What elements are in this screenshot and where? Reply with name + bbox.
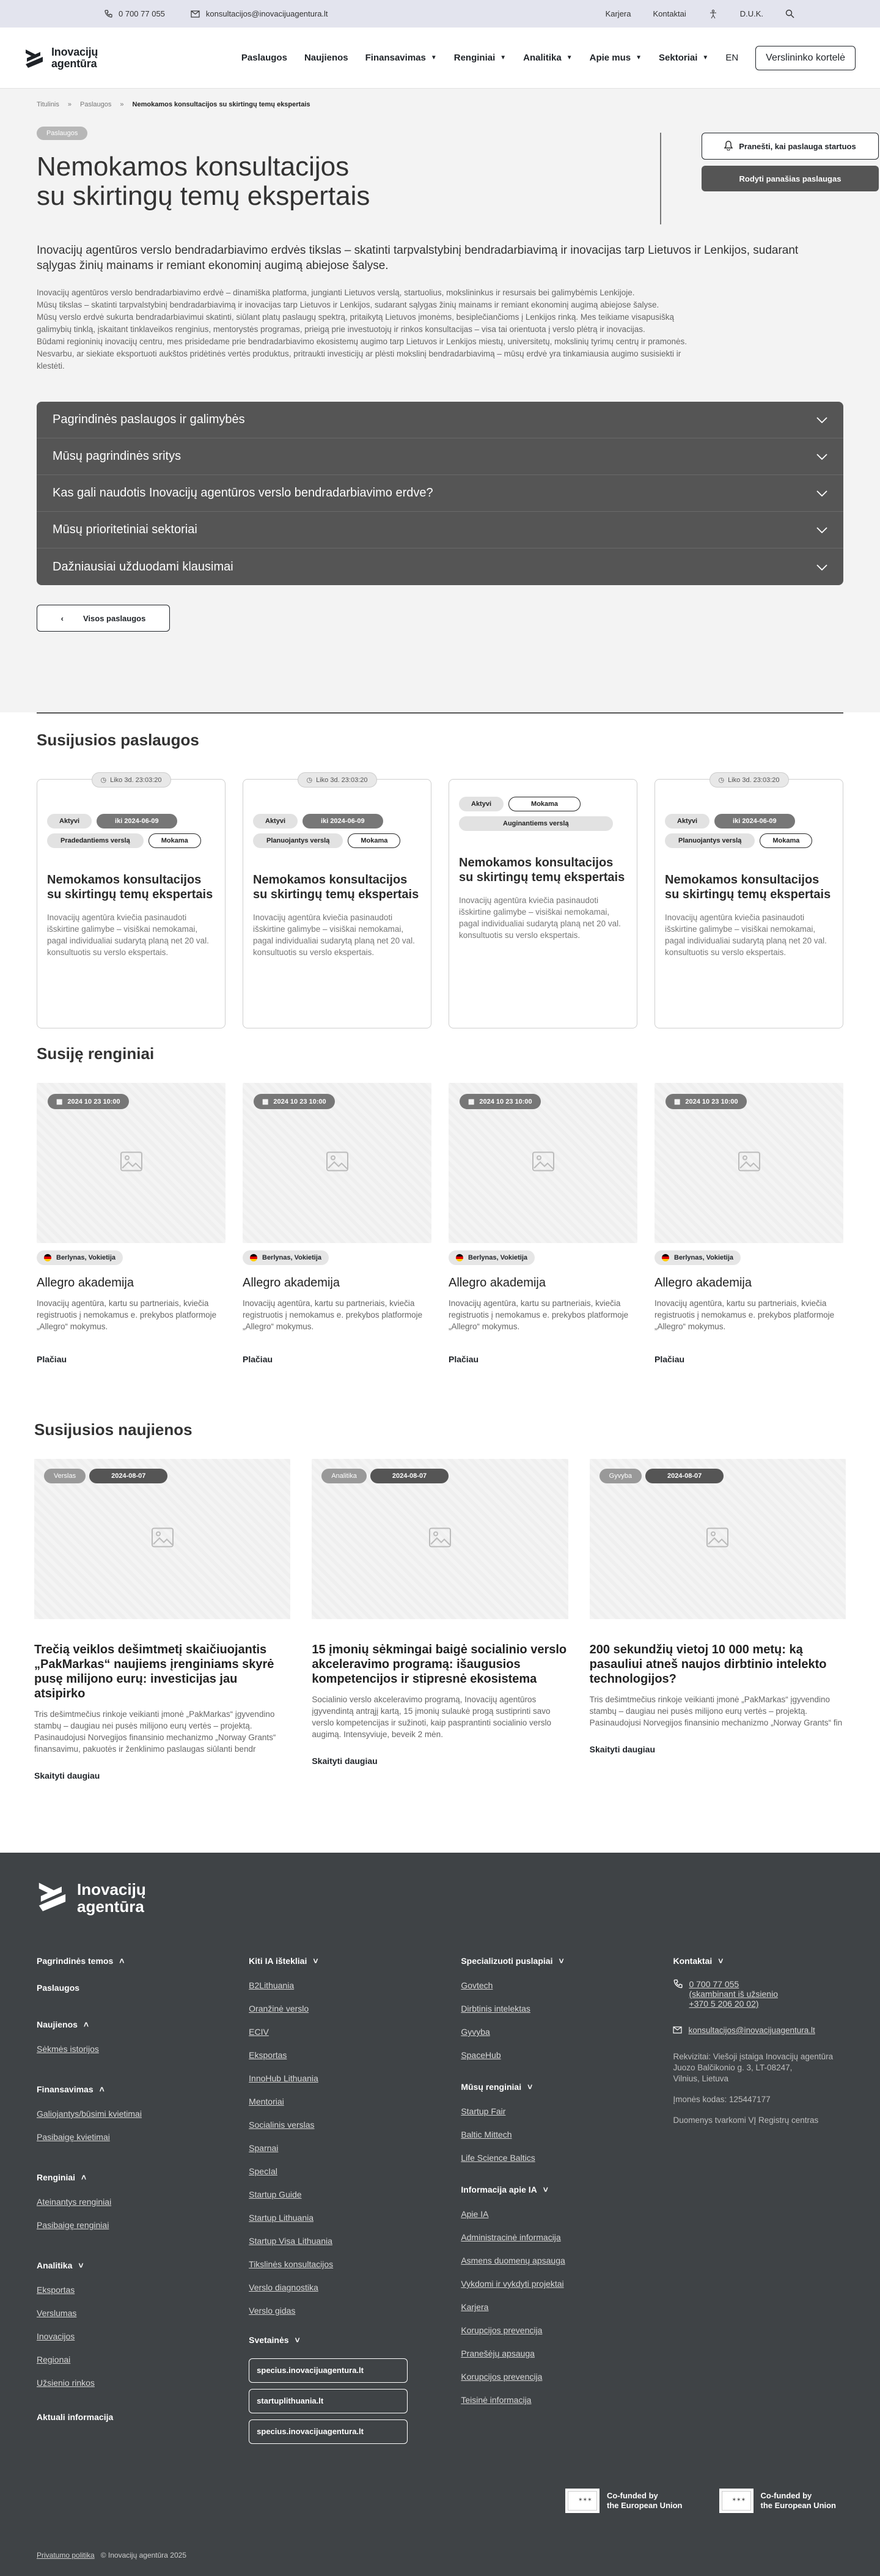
top-bar bbox=[0, 0, 880, 28]
event-more-link[interactable]: Plačiau bbox=[654, 1354, 685, 1364]
footer-link[interactable]: Oranžinė verslo bbox=[249, 2004, 309, 2013]
status-badge: Aktyvi bbox=[665, 814, 710, 829]
event-card[interactable] bbox=[654, 1083, 843, 1364]
footer-events[interactable]: Renginiai ˄ bbox=[37, 2172, 87, 2182]
chevron-up-icon: ˄ bbox=[83, 2020, 89, 2029]
event-date-badge: ▦ 2024 10 23 10:00 bbox=[666, 1094, 747, 1109]
nav-sectors[interactable]: Sektoriai ▼ bbox=[659, 53, 709, 63]
logo-mark-icon bbox=[37, 1877, 70, 1918]
news-title: Trečią veiklos dešimtmetį skaičiuojantis „PakMarkas“ naujiems įrenginiams skyrė pusę milijono eurų: investicijas jau atsipirko bbox=[34, 1643, 274, 1700]
accessibility-icon[interactable] bbox=[708, 9, 718, 19]
image-placeholder-icon bbox=[738, 1152, 760, 1175]
event-more-link[interactable]: Plačiau bbox=[37, 1354, 67, 1364]
service-title: Nemokamos konsultacijos su skirtingų temų ekspertais bbox=[47, 873, 213, 901]
footer-link[interactable]: Socialinis verslas bbox=[249, 2120, 315, 2130]
footer-link[interactable]: InnoHub Lithuania bbox=[249, 2073, 318, 2083]
audience-badge: Planuojantys verslą bbox=[665, 833, 755, 848]
page-title: Nemokamos konsultacijos su skirtingų temų ekspertais bbox=[37, 152, 370, 211]
footer-site-link[interactable]: startuplithuania.lt bbox=[249, 2389, 408, 2413]
nav-financing[interactable]: Finansavimas ▼ bbox=[365, 53, 437, 63]
breadcrumb-home[interactable]: Titulinis bbox=[37, 101, 59, 108]
status-badge: Aktyvi bbox=[253, 814, 298, 829]
news-category-tag: Analitika bbox=[321, 1469, 367, 1483]
event-more-link[interactable]: Plačiau bbox=[243, 1354, 273, 1364]
footer-link[interactable]: Verslo diagnostika bbox=[249, 2283, 318, 2292]
related-news-grid bbox=[0, 1459, 880, 1781]
business-card-button[interactable]: Verslininko kortelė bbox=[755, 46, 856, 70]
footer-link[interactable]: Vykdomi ir vykdyti projektai bbox=[461, 2279, 564, 2289]
footer-logo-line1: Inovacijų bbox=[77, 1880, 146, 1899]
footer-company-code: Įmonės kodas: 125447177 bbox=[673, 2095, 771, 2104]
related-events-grid bbox=[0, 1083, 880, 1364]
footer-link[interactable]: Korupcijos prevencija bbox=[461, 2372, 543, 2382]
event-title: Allegro akademija bbox=[654, 1276, 752, 1290]
event-image bbox=[654, 1083, 843, 1243]
timer-badge: ◷ Liko 3d. 23:03:20 bbox=[709, 772, 788, 788]
footer-col-contacts bbox=[673, 1955, 843, 2450]
breadcrumb-current: Nemokamos konsultacijos su skirtingų temų ekspertais bbox=[132, 101, 310, 108]
event-title: Allegro akademija bbox=[243, 1276, 340, 1290]
price-badge: Mokama bbox=[148, 833, 201, 848]
hero-actions bbox=[660, 133, 856, 224]
calendar-icon: ▦ bbox=[674, 1098, 681, 1105]
footer-link[interactable]: Baltic Mittech bbox=[461, 2130, 512, 2139]
status-badge: Aktyvi bbox=[47, 814, 92, 829]
footer-link[interactable]: Dirbtinis intelektas bbox=[461, 2004, 530, 2013]
footer-financing[interactable]: Finansavimas ˄ bbox=[37, 2084, 105, 2094]
footer-link[interactable]: Eksportas bbox=[249, 2050, 287, 2060]
eu-stars-icon: ✶✶✶ bbox=[578, 2497, 592, 2503]
footer-link[interactable]: Sparnai bbox=[249, 2143, 279, 2153]
service-title: Nemokamos konsultacijos su skirtingų temų ekspertais bbox=[665, 873, 831, 901]
top-link-contacts[interactable]: Kontaktai bbox=[653, 9, 686, 18]
chevron-down-icon: ˅ bbox=[543, 2185, 548, 2194]
event-more-link[interactable]: Plačiau bbox=[449, 1354, 479, 1364]
service-title: Nemokamos konsultacijos su skirtingų temų ekspertais bbox=[459, 856, 625, 884]
service-title: Nemokamos konsultacijos su skirtingų temų ekspertais bbox=[253, 873, 419, 901]
chevron-down-icon: ▼ bbox=[430, 54, 437, 61]
lead-text: Inovacijų agentūros verslo bendradarbiavimo erdvės tikslas – skatinti tarpvalstybinį bendradarbiavimą ir inovacijas tarp Lietuvos ir Lenkijos, sudarant sąlygas žinių mainams ir remiant ekonominį augimą abiejose šalyse. bbox=[37, 244, 799, 272]
all-services-button[interactable]: ‹ Visos paslaugos bbox=[37, 605, 170, 632]
footer-link[interactable]: Apie IA bbox=[461, 2209, 489, 2219]
service-card[interactable] bbox=[37, 776, 226, 1028]
mail-icon bbox=[191, 10, 200, 18]
news-category-tag: Verslas bbox=[44, 1469, 86, 1483]
footer-link[interactable]: Startup Lithuania bbox=[249, 2213, 314, 2223]
nav-news[interactable]: Naujienos bbox=[304, 53, 348, 63]
related-services-title: Susijusios paslaugos bbox=[37, 731, 199, 749]
related-news-title: Susijusios naujienos bbox=[34, 1420, 193, 1439]
logo-text-line1: Inovacijų bbox=[51, 45, 98, 58]
footer-link[interactable]: Pasibaigę renginiai bbox=[37, 2220, 109, 2230]
event-location: Berlynas, Vokietija bbox=[449, 1250, 535, 1265]
event-card[interactable] bbox=[243, 1083, 431, 1364]
chevron-down-icon: ˅ bbox=[295, 2335, 300, 2345]
event-text: Inovacijų agentūra, kartu su partneriais, kviečia registruotis į nemokamus e. prekybos platformoje „Allegro“ mokymus. bbox=[37, 1299, 217, 1331]
related-services-grid bbox=[0, 776, 880, 1028]
news-image bbox=[590, 1459, 846, 1619]
audience-badge: Pradedantiems verslą bbox=[47, 833, 144, 848]
clock-icon: ◷ bbox=[100, 777, 107, 784]
news-category-tag: Gyvyba bbox=[600, 1469, 642, 1483]
service-text: Inovacijų agentūra kviečia pasinaudoti išskirtine galimybe – visiškai nemokamai, pagal individualiai sudarytą planą net 20 val. konsultuotis su verslo ekspertais. bbox=[665, 913, 827, 957]
audience-badge: Planuojantys verslą bbox=[253, 833, 343, 848]
clock-icon: ◷ bbox=[306, 777, 313, 784]
service-card[interactable] bbox=[654, 776, 843, 1028]
breadcrumb bbox=[37, 101, 843, 108]
deadline-badge: iki 2024-06-09 bbox=[302, 814, 383, 829]
event-card[interactable] bbox=[449, 1083, 637, 1364]
event-image bbox=[37, 1083, 226, 1243]
news-text: Socialinio verslo akceleravimo programą, Inovacijų agentūros įgyvendintą antrąjį kartą, 15 įmonių sulaukė progą sustiprinti savo verslo kompetencijas ir sužinoti, kaip pasprantinti socialinio verslo augimą. Intensyviuje, beveik 2 mėn. bbox=[312, 1695, 552, 1739]
clock-icon: ◷ bbox=[718, 777, 725, 784]
footer-col-resources bbox=[249, 1955, 461, 2450]
news-text: Tris dešimtmečius rinkoje veikianti įmonė „PakMarkas“ įgyvendino stambų – daugiau nei pusės milijono eurų vertės – projektą. Pasinaudojusi Norvegijos finansinio mechanizmo „Norway Grants“ fin bbox=[589, 1695, 843, 1727]
chevron-up-icon: ˄ bbox=[99, 2084, 105, 2094]
chevron-down-icon bbox=[816, 449, 827, 463]
similar-services-button[interactable]: Rodyti panašias paslaugas bbox=[702, 166, 879, 191]
timer-badge: ◷ Liko 3d. 23:03:20 bbox=[91, 772, 170, 788]
body-text: Inovacijų agentūros verslo bendradarbiavimo erdvė – dinamiška platforma, jungianti Lietuvos verslą, startuolius, mokslininkus ir resursais bei galimybėmis Lenkijoje. Mūsų tikslas – skatinti tarpvalstybinį bendradarbiavimą ir inovacijas tarp Lietuvos ir Lenkijos, sudarant sąlygas žinių mainams ir remiant ekonominį augimą abiejose šalyse. Mūsų verslo erdvė sukurta bendradarbiavimui skatinti, siūlant platų paslaugų spektrą, pritaikytą Lietuvos įmonėms, besiplečiančioms į Lenkijos rinką. Mes teikiame visapusišką galimybių tinklą, įskaitant tinklaveikos renginius, mentorystės programas, prieigą prie investuotojų ir rinkos konsultacijas – visa tai orientuota į verslo plėtrą ir inovacijas. Būdami regioninių inovacijų centru, mes prisidedame prie bendradarbiavimo ekosistemų augimo tarp Lietuvos ir Lenkijos miestų, universitetų, mokslinių tyrimų centrų ir pramonės. Nesvarbu, ar siekiate eksportuoti aukštos pridėtinės vertės produktus, pritraukti investicijų ar plėsti mokslinį bendradarbiavimą – mūsų erdvė yra tinkamiausia augimo susisiekti ir klestėti. bbox=[37, 288, 687, 371]
footer-news[interactable]: Naujienos ˄ bbox=[37, 2020, 89, 2029]
footer-main-topics[interactable]: Pagrindinės temos ˄ bbox=[37, 1956, 125, 1966]
event-location: Berlynas, Vokietija bbox=[37, 1250, 123, 1265]
footer-link[interactable]: Regionai bbox=[37, 2355, 71, 2364]
service-text: Inovacijų agentūra kviečia pasinaudoti išskirtine galimybe – visiškai nemokamai, pagal individualiai sudarytą planą net 20 val. konsultuotis su verslo ekspertais. bbox=[253, 913, 415, 957]
price-badge: Mokama bbox=[348, 833, 400, 848]
chevron-up-icon: ˄ bbox=[81, 2172, 87, 2182]
chevron-down-icon: ˅ bbox=[527, 2082, 533, 2092]
nav-analytics[interactable]: Analitika ▼ bbox=[523, 53, 573, 63]
image-placeholder-icon bbox=[326, 1152, 348, 1175]
event-date-badge: ▦ 2024 10 23 10:00 bbox=[460, 1094, 541, 1109]
footer-link[interactable]: Startup Visa Lithuania bbox=[249, 2236, 332, 2246]
footer-info-head[interactable]: Informacija apie IA ˅ bbox=[461, 2185, 548, 2194]
accordion-item[interactable]: Dažniausiai užduodami klausimai bbox=[37, 548, 843, 585]
image-placeholder-icon bbox=[120, 1152, 142, 1175]
image-placeholder-icon bbox=[152, 1528, 174, 1551]
news-read-more-link[interactable]: Skaityti daugiau bbox=[589, 1744, 656, 1754]
related-events-title: Susiję renginiai bbox=[37, 1044, 155, 1063]
footer-link[interactable]: SpaceHub bbox=[461, 2050, 501, 2060]
chevron-down-icon: ˅ bbox=[559, 1956, 564, 1966]
footer-site-link[interactable]: specius.inovacijuagentura.lt bbox=[249, 2419, 408, 2444]
price-badge: Mokama bbox=[760, 833, 812, 848]
event-image bbox=[449, 1083, 637, 1243]
chevron-down-icon bbox=[816, 486, 827, 500]
footer-link[interactable]: Verslumas bbox=[37, 2308, 77, 2318]
top-email-text: konsultacijos@inovacijuagentura.lt bbox=[205, 9, 328, 18]
deadline-badge: iki 2024-06-09 bbox=[714, 814, 795, 829]
footer-link[interactable]: Startup Fair bbox=[461, 2106, 506, 2116]
deadline-badge: iki 2024-06-09 bbox=[97, 814, 177, 829]
footer-col-topics bbox=[37, 1955, 249, 2450]
footer-link[interactable]: Pasibaigę kvietimai bbox=[37, 2132, 110, 2142]
footer-link[interactable]: Užsienio rinkos bbox=[37, 2378, 95, 2388]
footer-phone[interactable]: 0 700 77 055 (skambinant iš užsienio +370 5 206 20 02) bbox=[673, 1979, 843, 2009]
top-email[interactable] bbox=[191, 9, 328, 18]
chevron-left-icon: ‹ bbox=[61, 613, 64, 623]
service-text: Inovacijų agentūra kviečia pasinaudoti išskirtine galimybe – visiškai nemokamai, pagal individualiai sudarytą planą net 20 val. konsultuotis su verslo ekspertais. bbox=[459, 896, 621, 940]
main-nav bbox=[241, 46, 856, 70]
footer-analytics[interactable]: Analitika ˅ bbox=[37, 2260, 84, 2270]
accordion-item[interactable]: Mūsų prioritetiniai sektoriai bbox=[37, 512, 843, 548]
nav-events[interactable]: Renginiai ▼ bbox=[453, 53, 507, 63]
news-read-more-link[interactable]: Skaityti daugiau bbox=[34, 1771, 100, 1781]
footer-link[interactable]: Tikslinės konsultacijos bbox=[249, 2259, 334, 2269]
footer-logo-line2: agentūra bbox=[77, 1897, 144, 1916]
chevron-down-icon: ▼ bbox=[702, 54, 709, 61]
news-title: 200 sekundžių vietoj 10 000 metų: ką pasauliui atneš naujos dirbtinio intelekto technologijos? bbox=[589, 1643, 827, 1686]
germany-flag-icon bbox=[662, 1254, 669, 1261]
eu-stars-icon: ✶✶✶ bbox=[732, 2497, 746, 2503]
chevron-down-icon: ▼ bbox=[566, 54, 573, 61]
nav-services[interactable]: Paslaugos bbox=[241, 53, 287, 63]
calendar-icon: ▦ bbox=[468, 1098, 475, 1105]
footer-our-events-head[interactable]: Mūsų renginiai ˅ bbox=[461, 2082, 533, 2092]
news-read-more-link[interactable]: Skaityti daugiau bbox=[312, 1756, 378, 1766]
mail-icon bbox=[673, 2024, 682, 2037]
accordion-item[interactable]: Kas gali naudotis Inovacijų agentūros verslo bendradarbiavimo erdve? bbox=[37, 475, 843, 512]
footer-link[interactable]: B2Lithuania bbox=[249, 1980, 295, 1990]
footer-requisites: Rekvizitai: Viešoji įstaiga Inovacijų agentūra Juozo Balčikonio g. 3, LT-08247, Vilnius, Lietuva bbox=[673, 2052, 834, 2083]
event-date-badge: ▦ 2024 10 23 10:00 bbox=[48, 1094, 129, 1109]
service-card[interactable] bbox=[449, 779, 637, 1028]
news-date-badge: 2024-08-07 bbox=[645, 1469, 724, 1483]
category-tag: Paslaugos bbox=[37, 127, 87, 140]
event-card[interactable] bbox=[37, 1083, 226, 1364]
germany-flag-icon bbox=[250, 1254, 257, 1261]
eu-cofunded-logo: ✶✶✶ Co-funded by the European Union bbox=[719, 2489, 837, 2513]
service-card[interactable] bbox=[243, 776, 431, 1028]
image-placeholder-icon bbox=[706, 1528, 728, 1551]
footer-link[interactable]: Teisinė informacija bbox=[461, 2395, 532, 2405]
footer-link[interactable]: Ateinantys renginiai bbox=[37, 2197, 112, 2207]
hero-section bbox=[0, 89, 880, 712]
footer-link[interactable]: Govtech bbox=[461, 1980, 493, 1990]
footer-logo[interactable] bbox=[37, 1877, 843, 1918]
footer-link[interactable]: Startup Guide bbox=[249, 2190, 302, 2199]
section-divider bbox=[37, 712, 843, 714]
footer-special-head[interactable]: Specializuoti puslapiai ˅ bbox=[461, 1956, 564, 1966]
footer-link[interactable]: SpecIal bbox=[249, 2166, 277, 2176]
footer-email[interactable]: konsultacijos@inovacijuagentura.lt bbox=[673, 2024, 843, 2037]
footer-site-link[interactable]: specius.inovacijuagentura.lt bbox=[249, 2358, 408, 2383]
footer-link[interactable]: Gyvyba bbox=[461, 2027, 490, 2037]
news-text: Tris dešimtmečius rinkoje veikianti įmonė „PakMarkas“ įgyvendino stambų – daugiau nei pusės milijono eurų vertės – projektą. Pasinaudojusi Norvegijos finansinio mechanizmo „Norway Grants“ finansavimu, pakuotės ir ženklinimo paslaugas siūlanti bendr bbox=[34, 1710, 276, 1754]
news-card[interactable] bbox=[590, 1459, 846, 1781]
notify-button[interactable]: Pranešti, kai paslauga startuos bbox=[702, 133, 879, 160]
accordion bbox=[37, 402, 843, 585]
top-phone-text: 0 700 77 055 bbox=[119, 9, 165, 18]
logo[interactable] bbox=[24, 46, 98, 70]
chevron-down-icon: ˅ bbox=[78, 2260, 84, 2270]
footer-link[interactable]: Eksportas bbox=[37, 2285, 75, 2295]
footer-link[interactable]: Karjera bbox=[461, 2302, 489, 2312]
footer-link[interactable]: Inovacijos bbox=[37, 2331, 75, 2341]
top-link-career[interactable]: Karjera bbox=[605, 9, 631, 18]
nav-about[interactable]: Apie mus ▼ bbox=[589, 53, 642, 63]
footer-col-special bbox=[461, 1955, 673, 2450]
breadcrumb-services[interactable]: Paslaugos bbox=[80, 101, 112, 108]
price-badge: Mokama bbox=[508, 797, 581, 811]
chevron-down-icon: ▼ bbox=[500, 54, 507, 61]
footer-registry: Duomenys tvarkomi VĮ Registrų centras bbox=[673, 2116, 819, 2125]
footer-link[interactable]: Korupcijos prevencija bbox=[461, 2325, 543, 2335]
chevron-right-icon: » bbox=[67, 101, 72, 108]
footer bbox=[0, 1853, 880, 2576]
chevron-down-icon bbox=[816, 523, 827, 537]
footer-contacts-head[interactable]: Kontaktai ˅ bbox=[673, 1956, 724, 1966]
copyright: © Inovacijų agentūra 2025 bbox=[100, 2551, 186, 2559]
footer-link[interactable]: Administracinė informacija bbox=[461, 2232, 561, 2242]
top-link-faq[interactable]: D.U.K. bbox=[739, 9, 763, 18]
footer-bottom bbox=[37, 2551, 186, 2559]
germany-flag-icon bbox=[44, 1254, 51, 1261]
footer-link[interactable]: Sėkmės istorijos bbox=[37, 2044, 99, 2054]
calendar-icon: ▦ bbox=[56, 1098, 63, 1105]
footer-link[interactable]: Pranešėjų apsauga bbox=[461, 2349, 535, 2358]
chevron-up-icon: ˄ bbox=[119, 1956, 125, 1966]
eu-cofunded-logo: ✶✶✶ Co-funded by the European Union bbox=[565, 2489, 683, 2513]
news-card[interactable] bbox=[34, 1459, 290, 1781]
footer-link[interactable]: Asmens duomenų apsauga bbox=[461, 2256, 565, 2265]
footer-actual-info[interactable]: Aktuali informacija bbox=[37, 2412, 114, 2422]
event-text: Inovacijų agentūra, kartu su partneriais, kviečia registruotis į nemokamus e. prekybos platformoje „Allegro“ mokymus. bbox=[243, 1299, 423, 1331]
event-location: Berlynas, Vokietija bbox=[654, 1250, 741, 1265]
image-placeholder-icon bbox=[429, 1528, 451, 1551]
news-title: 15 įmonių sėkmingai baigė socialinio verslo akceleravimo programą: išaugusios kompetencijos ir stipresnė ekosistema bbox=[312, 1643, 567, 1686]
footer-link[interactable]: Verslo gidas bbox=[249, 2306, 296, 2316]
status-badge: Aktyvi bbox=[459, 797, 504, 811]
chevron-right-icon: » bbox=[120, 101, 124, 108]
chevron-down-icon bbox=[816, 413, 827, 427]
footer-link[interactable]: ECIV bbox=[249, 2027, 269, 2037]
audience-badge: Auginantiems verslą bbox=[459, 816, 613, 831]
language-switch[interactable]: EN bbox=[725, 53, 739, 63]
search-icon[interactable] bbox=[785, 9, 794, 18]
chevron-down-icon bbox=[816, 560, 827, 574]
footer-link[interactable]: Galiojantys/būsimi kvietimai bbox=[37, 2109, 142, 2119]
news-image bbox=[312, 1459, 568, 1619]
footer-sites-head[interactable]: Svetainės ˅ bbox=[249, 2335, 300, 2345]
bell-icon bbox=[724, 141, 733, 152]
footer-link[interactable]: Life Science Baltics bbox=[461, 2153, 535, 2163]
image-placeholder-icon bbox=[532, 1152, 554, 1175]
news-date-badge: 2024-08-07 bbox=[370, 1469, 449, 1483]
footer-link[interactable]: Mentoriai bbox=[249, 2097, 284, 2106]
chevron-down-icon: ▼ bbox=[636, 54, 642, 61]
event-location: Berlynas, Vokietija bbox=[243, 1250, 329, 1265]
event-date-badge: ▦ 2024 10 23 10:00 bbox=[254, 1094, 335, 1109]
germany-flag-icon bbox=[456, 1254, 463, 1261]
event-title: Allegro akademija bbox=[37, 1276, 134, 1290]
chevron-down-icon: ˅ bbox=[718, 1956, 724, 1966]
phone-icon bbox=[104, 10, 112, 18]
top-phone[interactable] bbox=[104, 9, 165, 18]
privacy-policy-link[interactable]: Privatumo politika bbox=[37, 2551, 95, 2559]
timer-badge: ◷ Liko 3d. 23:03:20 bbox=[297, 772, 376, 788]
footer-resources-head[interactable]: Kiti IA ištekliai ˅ bbox=[249, 1956, 318, 1966]
event-text: Inovacijų agentūra, kartu su partneriais, kviečia registruotis į nemokamus e. prekybos platformoje „Allegro“ mokymus. bbox=[449, 1299, 629, 1331]
chevron-down-icon: ˅ bbox=[313, 1956, 318, 1966]
calendar-icon: ▦ bbox=[262, 1098, 269, 1105]
main-header bbox=[0, 28, 880, 89]
accordion-item[interactable]: Pagrindinės paslaugos ir galimybės bbox=[37, 402, 843, 438]
logo-text-line2: agentūra bbox=[51, 57, 97, 70]
news-date-badge: 2024-08-07 bbox=[89, 1469, 167, 1483]
news-card[interactable] bbox=[312, 1459, 568, 1781]
service-text: Inovacijų agentūra kviečia pasinaudoti išskirtine galimybe – visiškai nemokamai, pagal individualiai sudarytą planą net 20 val. konsultuotis su verslo ekspertais. bbox=[47, 913, 209, 957]
footer-services[interactable]: Paslaugos bbox=[37, 1983, 80, 1993]
event-text: Inovacijų agentūra, kartu su partneriais, kviečia registruotis į nemokamus e. prekybos platformoje „Allegro“ mokymus. bbox=[654, 1299, 835, 1331]
phone-icon bbox=[673, 1979, 683, 2009]
event-image bbox=[243, 1083, 431, 1243]
news-image bbox=[34, 1459, 290, 1619]
eu-logos bbox=[565, 2489, 836, 2513]
event-title: Allegro akademija bbox=[449, 1276, 546, 1290]
logo-mark-icon bbox=[24, 46, 45, 70]
accordion-item[interactable]: Mūsų pagrindinės sritys bbox=[37, 438, 843, 475]
